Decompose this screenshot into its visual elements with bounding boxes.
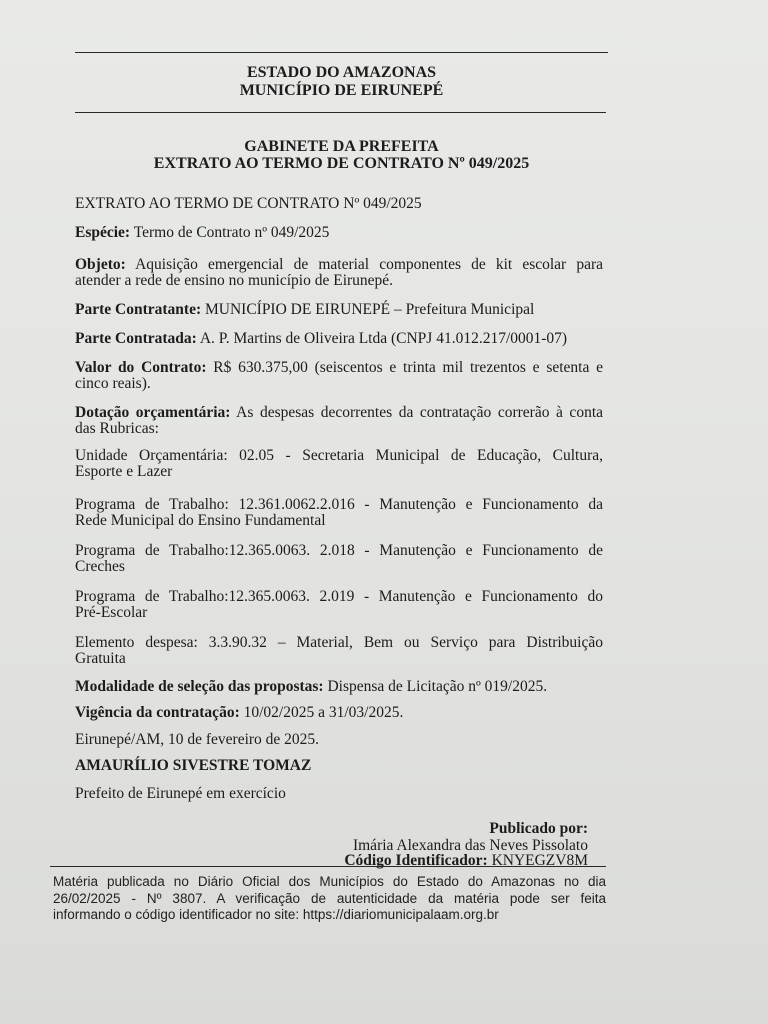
footer-note	[53, 874, 606, 924]
especie-paragraph	[75, 225, 603, 241]
place-date-text: Eirunepé/AM, 10 de fevereiro de 2025.	[75, 731, 320, 748]
modalidade-line	[75, 679, 603, 695]
objeto-paragraph	[75, 257, 603, 289]
modalidade-paragraph	[75, 679, 603, 695]
rubrica-line-1: Programa de Trabalho:12.365.0063. 2.019 - Manutenção e Funcionamento do	[75, 588, 603, 605]
rubrica-elemento	[75, 635, 603, 667]
contratante-label: Parte Contratante:	[75, 301, 202, 318]
vigencia-text: 10/02/2025 a 31/03/2025.	[243, 704, 404, 721]
objeto-text-1: Aquisição emergencial de material componentes de kit escolar para	[135, 256, 603, 273]
rubrica-line-2: Esporte e Lazer	[75, 463, 173, 480]
valor-text-1: R$ 630.375,00 (seiscentos e trinta mil trezentos e setenta e	[213, 359, 603, 376]
dotacao-line-2: das Rubricas:	[75, 420, 159, 437]
especie-label: Espécie:	[75, 224, 131, 241]
rubrica-unidade	[75, 448, 603, 480]
dotacao-paragraph	[75, 405, 603, 437]
office-name: GABINETE DA PREFEITA	[244, 138, 439, 155]
dotacao-label: Dotação orçamentária:	[75, 404, 231, 421]
contratante-line	[75, 302, 603, 318]
rubrica-line-1: Programa de Trabalho:12.365.0063. 2.018 - Manutenção e Funcionamento de	[75, 542, 603, 559]
valor-line-1	[75, 360, 603, 376]
state-name: ESTADO DO AMAZONAS	[246, 64, 437, 81]
rubrica-programa-1	[75, 497, 603, 529]
header-bottom-rule	[75, 112, 606, 113]
publisher-name: Imária Alexandra das Neves Pissolato	[352, 837, 588, 854]
contratante-paragraph	[75, 302, 603, 318]
published-by-label-text: Publicado por:	[489, 820, 588, 837]
rubrica-programa-3	[75, 589, 603, 621]
published-by-label	[489, 821, 588, 837]
objeto-line-1	[75, 257, 603, 273]
rubrica-line-2: Gratuita	[75, 650, 126, 667]
identifier-code-value: KNYEGZV8M	[491, 852, 588, 869]
rubrica-line-1: Programa de Trabalho: 12.361.0062.2.016 - Manutenção e Funcionamento da	[75, 496, 603, 513]
footer-rule	[50, 866, 606, 867]
rubrica-line-2: Pré-Escolar	[75, 604, 148, 621]
especie-line	[75, 225, 603, 241]
signer-block	[75, 758, 603, 774]
modalidade-text: Dispensa de Licitação nº 019/2025.	[327, 678, 548, 695]
intro-text: EXTRATO AO TERMO DE CONTRATO Nº 049/2025	[75, 195, 422, 212]
valor-line-2: cinco reais).	[75, 375, 151, 392]
document-title: EXTRATO AO TERMO DE CONTRATO Nº 049/2025	[153, 155, 530, 172]
place-date	[75, 732, 603, 748]
contratante-text: MUNICÍPIO DE EIRUNEPÉ – Prefeitura Municipal	[204, 301, 535, 318]
intro-line	[75, 196, 603, 212]
dotacao-line-1	[75, 405, 603, 421]
municipality-name: MUNICÍPIO DE EIRUNEPÉ	[239, 82, 444, 99]
vigencia-paragraph	[75, 705, 603, 721]
vigencia-label: Vigência da contratação:	[75, 704, 240, 721]
rubrica-line-1: Elemento despesa: 3.3.90.32 – Material, Bem ou Serviço para Distribuição	[75, 634, 603, 651]
especie-text: Termo de Contrato nº 049/2025	[133, 224, 330, 241]
objeto-label: Objeto:	[75, 256, 126, 273]
valor-paragraph	[75, 360, 603, 392]
contratada-paragraph	[75, 331, 603, 347]
rubrica-line-2: Rede Municipal do Ensino Fundamental	[75, 512, 326, 529]
valor-label: Valor do Contrato:	[75, 359, 207, 376]
header-top-rule	[75, 52, 608, 53]
contratada-label: Parte Contratada:	[75, 330, 197, 347]
footer-line-3: informando o código identificador no site: https://diariomunicipalaam.org.br	[53, 907, 499, 922]
signer-name: AMAURÍLIO SIVESTRE TOMAZ	[75, 757, 312, 774]
rubrica-programa-2	[75, 543, 603, 575]
dotacao-text-1: As despesas decorrentes da contratação correrão à conta	[236, 404, 603, 421]
contratada-line	[75, 331, 603, 347]
signer-role-block	[75, 786, 603, 802]
objeto-line-2: atender a rede de ensino no município de Eirunepé.	[75, 272, 394, 289]
modalidade-label: Modalidade de seleção das propostas:	[75, 678, 324, 695]
rubrica-line-2: Creches	[75, 558, 125, 575]
contratada-text: A. P. Martins de Oliveira Ltda (CNPJ 41.012.217/0001-07)	[199, 330, 568, 347]
footer-line-1: Matéria publicada no Diário Oficial dos Municípios do Estado do Amazonas no dia	[53, 874, 606, 889]
rubrica-line-1: Unidade Orçamentária: 02.05 - Secretaria Municipal de Educação, Cultura,	[75, 447, 603, 464]
footer-line-2: 26/02/2025 - Nº 3807. A verificação de autenticidade da matéria pode ser feita	[53, 890, 606, 906]
identifier-code-label: Código Identificador:	[344, 852, 488, 869]
signer-role: Prefeito de Eirunepé em exercício	[75, 785, 286, 802]
vigencia-line	[75, 705, 603, 721]
